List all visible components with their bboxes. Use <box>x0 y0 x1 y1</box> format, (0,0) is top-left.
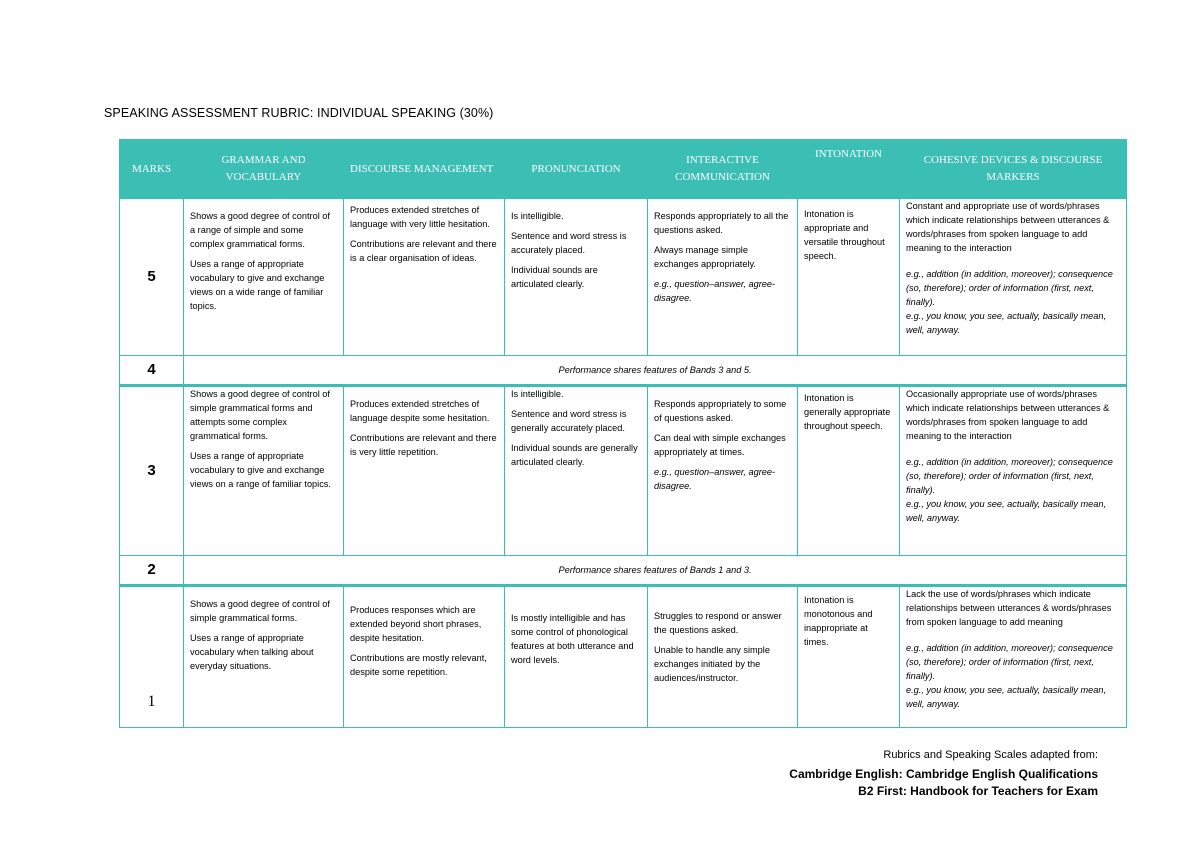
band-3-intonation <box>798 386 900 556</box>
interactive-text: Struggles to respond or answer the questions asked. <box>654 611 782 635</box>
grammar-text: Shows a good degree of control of a range of simple and some complex grammatical forms. <box>190 211 330 249</box>
mark-4: 4 <box>120 356 184 386</box>
cohesive-text: Lack the use of words/phrases which indicate relationships between utterances & words/phrases from spoken language to add meaning <box>906 589 1112 627</box>
page-title: SPEAKING ASSESSMENT RUBRIC: INDIVIDUAL SPEAKING (30%) <box>104 106 494 120</box>
discourse-text: Produces responses which are extended beyond short phrases, despite hesitation. <box>350 605 482 643</box>
mark-5: 5 <box>120 199 184 356</box>
band-3-pronunciation <box>505 386 648 556</box>
band-3-cohesive <box>900 386 1127 556</box>
band-3-interactive <box>648 386 798 556</box>
pronunciation-text: Sentence and word stress is generally accurately placed. <box>511 409 627 433</box>
cohesive-example: e.g., you know, you see, actually, basically mean, well, anyway. <box>906 685 1107 709</box>
band-5-pronunciation <box>505 199 648 356</box>
header-pronunciation: PRONUNCIATION <box>505 140 648 199</box>
discourse-text: Produces extended stretches of language despite some hesitation. <box>350 399 490 423</box>
header-cohesive: COHESIVE DEVICES & DISCOURSE MARKERS <box>900 140 1127 199</box>
band-4-row <box>120 356 1127 386</box>
credit-source-2: B2 First: Handbook for Teachers for Exam <box>858 784 1098 798</box>
band-5-cohesive <box>900 199 1127 356</box>
grammar-text: Uses a range of appropriate vocabulary to give and exchange views on a range of familiar topics. <box>190 451 331 489</box>
header-intonation: INTONATION <box>798 140 900 199</box>
pronunciation-text: Sentence and word stress is accurately placed. <box>511 231 627 255</box>
cohesive-example: e.g., you know, you see, actually, basically mean, well, anyway. <box>906 311 1107 335</box>
credit-source-1: Cambridge English: Cambridge English Qualifications <box>789 767 1098 781</box>
header-interactive: INTERACTIVE COMMUNICATION <box>648 140 798 199</box>
mark-1: 1 <box>120 586 184 728</box>
cohesive-example: e.g., addition (in addition, moreover); consequence (so, therefore); order of information (first, next, finally). <box>906 269 1113 307</box>
credit-intro: Rubrics and Speaking Scales adapted from: <box>883 749 1098 761</box>
interactive-text: Always manage simple exchanges appropriately. <box>654 245 756 269</box>
interactive-text: Responds appropriately to some of questions asked. <box>654 399 787 423</box>
pronunciation-text: Is mostly intelligible and has some control of phonological features at both utterance and word levels. <box>511 613 634 665</box>
rubric-table <box>119 139 1127 728</box>
cohesive-text: Constant and appropriate use of words/phrases which indicate relationships between utterances & words/phrases from spoken language to add meaning to the interaction <box>906 201 1110 253</box>
pronunciation-text: Individual sounds are articulated clearly. <box>511 265 598 289</box>
interactive-text: Responds appropriately to all the questions asked. <box>654 211 789 235</box>
discourse-text: Contributions are relevant and there is very little repetition. <box>350 433 497 457</box>
cohesive-example: e.g., addition (in addition, moreover); consequence (so, therefore); order of information (first, next, finally). <box>906 457 1113 495</box>
pronunciation-text: Is intelligible. <box>511 389 564 399</box>
band-5-row <box>120 199 1127 356</box>
intonation-text: Intonation is appropriate and versatile throughout speech. <box>804 209 885 261</box>
band-5-discourse <box>344 199 505 356</box>
band-5-grammar <box>184 199 344 356</box>
cohesive-example: e.g., you know, you see, actually, basically mean, well, anyway. <box>906 499 1107 523</box>
pronunciation-text: Is intelligible. <box>511 211 564 221</box>
discourse-text: Contributions are relevant and there is a clear organisation of ideas. <box>350 239 497 263</box>
band-5-interactive <box>648 199 798 356</box>
header-discourse: DISCOURSE MANAGEMENT <box>344 140 505 199</box>
band-1-intonation <box>798 586 900 728</box>
cohesive-text: Occasionally appropriate use of words/phrases which indicate relationships between utterances & words/phrases from spoken language to add meaning to the interaction <box>906 389 1110 441</box>
band-5-intonation <box>798 199 900 356</box>
interactive-example: e.g., question–answer, agree-disagree. <box>654 467 776 491</box>
band-4-summary: Performance shares features of Bands 3 and 5. <box>184 356 1127 386</box>
pronunciation-text: Individual sounds are generally articulated clearly. <box>511 443 638 467</box>
band-3-row <box>120 386 1127 556</box>
band-2-summary: Performance shares features of Bands 1 and 3. <box>184 556 1127 586</box>
interactive-text: Unable to handle any simple exchanges initiated by the audiences/instructor. <box>654 645 770 683</box>
intonation-text: Intonation is monotonous and inappropriate at times. <box>804 595 873 647</box>
band-1-row <box>120 586 1127 728</box>
band-2-row <box>120 556 1127 586</box>
band-1-pronunciation <box>505 586 648 728</box>
grammar-text: Uses a range of appropriate vocabulary when talking about everyday situations. <box>190 633 314 671</box>
interactive-text: Can deal with simple exchanges appropriately at times. <box>654 433 786 457</box>
band-1-cohesive <box>900 586 1127 728</box>
band-1-discourse <box>344 586 505 728</box>
cohesive-example: e.g., addition (in addition, moreover); consequence (so, therefore); order of information (first, next, finally). <box>906 643 1113 681</box>
mark-3: 3 <box>120 386 184 556</box>
grammar-text: Shows a good degree of control of simple grammatical forms. <box>190 599 330 623</box>
band-1-interactive <box>648 586 798 728</box>
discourse-text: Produces extended stretches of language with very little hesitation. <box>350 205 490 229</box>
header-row <box>120 140 1127 199</box>
grammar-text: Shows a good degree of control of simple grammatical forms and attempts some complex grammatical forms. <box>190 389 330 441</box>
band-3-discourse <box>344 386 505 556</box>
grammar-text: Uses a range of appropriate vocabulary to give and exchange views on a wide range of familiar topics. <box>190 259 325 311</box>
header-grammar: GRAMMAR AND VOCABULARY <box>184 140 344 199</box>
interactive-example: e.g., question–answer, agree-disagree. <box>654 279 776 303</box>
intonation-text: Intonation is generally appropriate throughout speech. <box>804 393 891 431</box>
band-1-grammar <box>184 586 344 728</box>
discourse-text: Contributions are mostly relevant, despite some repetition. <box>350 653 487 677</box>
mark-2: 2 <box>120 556 184 586</box>
band-3-grammar <box>184 386 344 556</box>
header-marks: MARKS <box>120 140 184 199</box>
